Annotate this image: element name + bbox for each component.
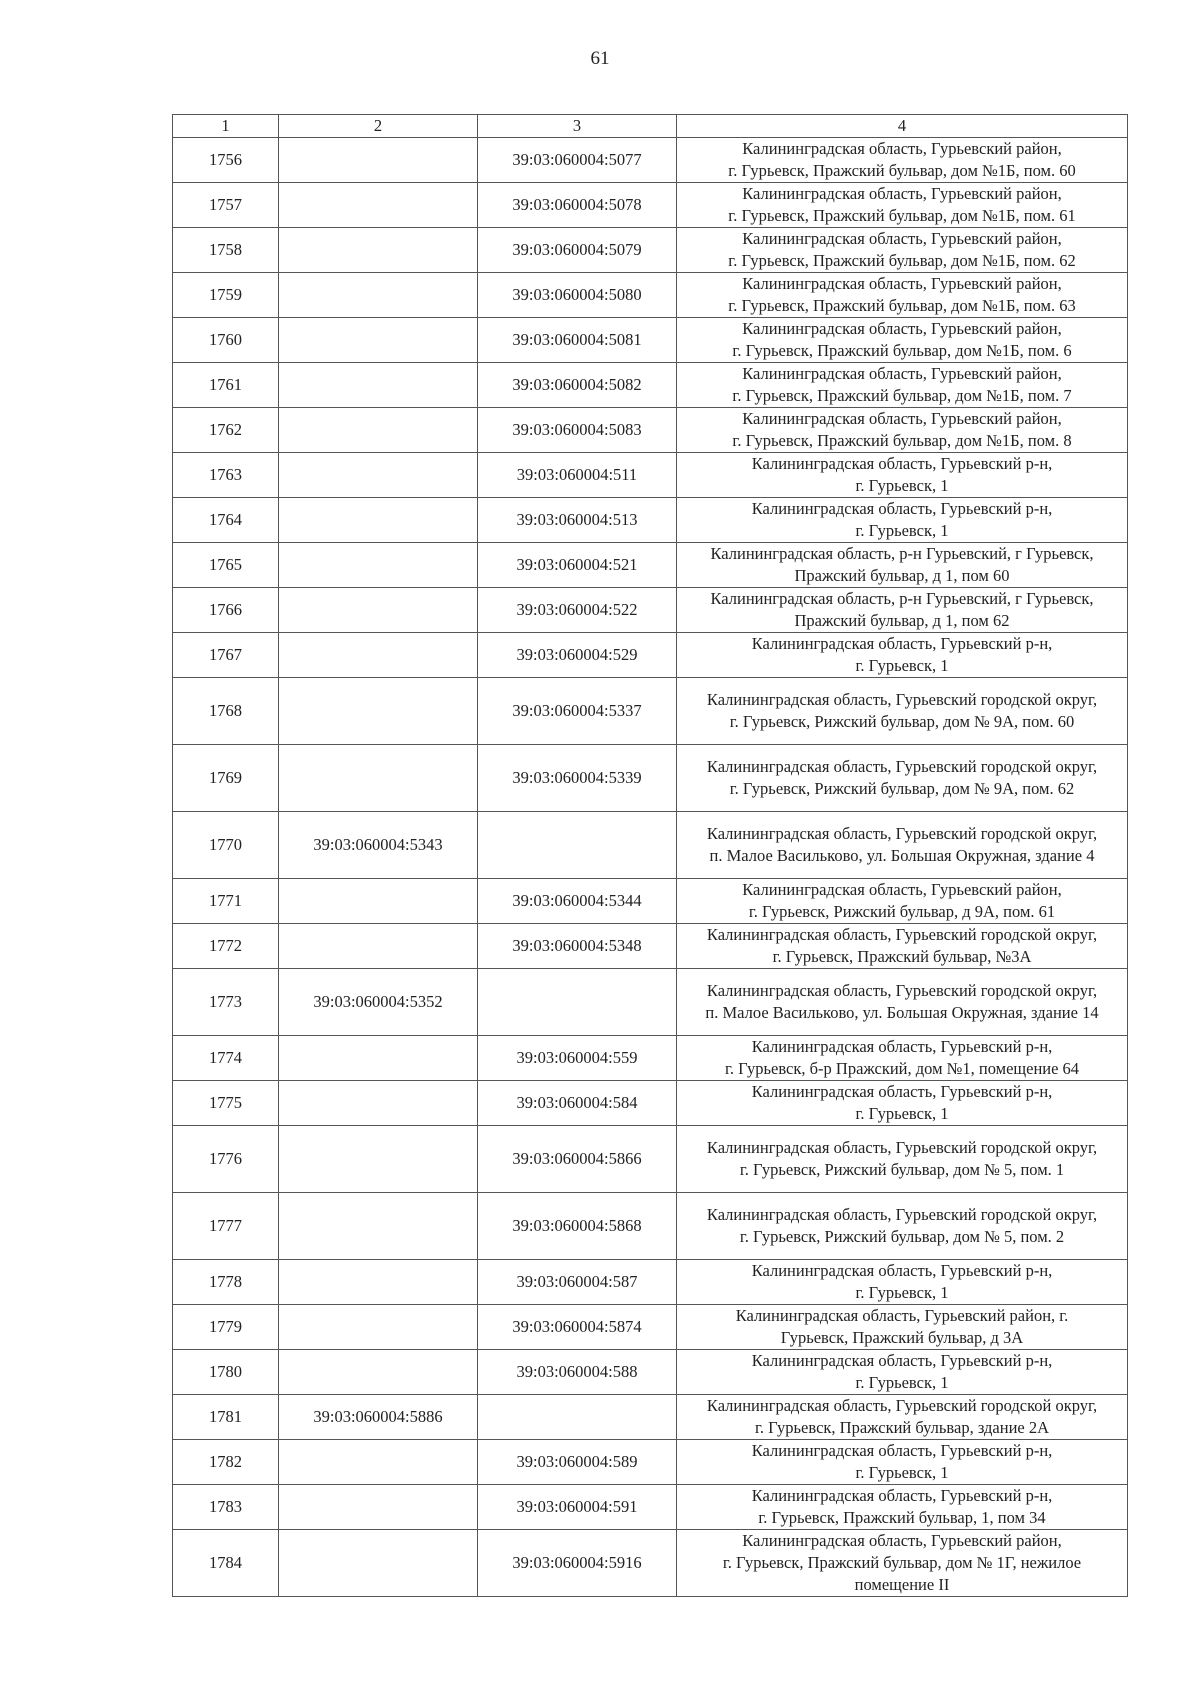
cadastral-number-col3: 39:03:060004:522 [478,588,677,633]
row-number: 1775 [173,1081,279,1126]
row-number: 1768 [173,678,279,745]
row-number: 1783 [173,1485,279,1530]
cadastral-number-col3: 39:03:060004:5868 [478,1193,677,1260]
table-body [173,138,1128,1597]
address-cell [677,745,1128,812]
address-line-1: Калининградская область, Гурьевский р-н, [751,1082,1053,1101]
address-cell [677,812,1128,879]
cadastral-number-col3 [478,1395,677,1440]
address-cell [677,879,1128,924]
address-line-1: Калининградская область, р-н Гурьевский, г Гурьевск, [710,544,1094,563]
row-number: 1762 [173,408,279,453]
address-cell [677,183,1128,228]
address-line-2: г. Гурьевск, Пражский бульвар, дом №1Б, пом. 63 [728,296,1076,315]
row-number: 1760 [173,318,279,363]
address-cell [677,1485,1128,1530]
row-number: 1767 [173,633,279,678]
table-row [173,1440,1128,1485]
address-line-2: г. Гурьевск, Рижский бульвар, д 9А, пом. 61 [748,902,1056,921]
row-number: 1766 [173,588,279,633]
address-line-2: Пражский бульвар, д 1, пом 60 [794,566,1010,585]
address-line-1: Калининградская область, Гурьевский район, [742,364,1062,383]
address-line-2: г. Гурьевск, Пражский бульвар, дом №1Б, пом. 8 [732,431,1072,450]
address-line-2: г. Гурьевск, Рижский бульвар, дом № 9А, пом. 60 [729,712,1075,731]
table-row [173,1485,1128,1530]
address-cell [677,273,1128,318]
cadastral-number-col2 [279,879,478,924]
table-row [173,138,1128,183]
table-row [173,183,1128,228]
table-row [173,1350,1128,1395]
address-line-1: Калининградская область, Гурьевский городской округ, [706,981,1098,1000]
address-line-2: г. Гурьевск, 1 [855,656,949,675]
address-line-1: Калининградская область, Гурьевский район, г. [735,1306,1069,1325]
row-number: 1774 [173,1036,279,1081]
address-line-1: Калининградская область, Гурьевский городской округ, [706,925,1098,944]
cadastral-number-col3: 39:03:060004:5083 [478,408,677,453]
address-line-1: Калининградская область, Гурьевский р-н, [751,634,1053,653]
row-number: 1781 [173,1395,279,1440]
address-cell [677,588,1128,633]
address-line-2: г. Гурьевск, Пражский бульвар, дом №1Б, пом. 7 [732,386,1072,405]
cadastral-number-col2 [279,1126,478,1193]
cadastral-number-col3: 39:03:060004:5874 [478,1305,677,1350]
address-line-2: п. Малое Васильково, ул. Большая Окружная, здание 4 [709,846,1095,865]
address-line-2: г. Гурьевск, Рижский бульвар, дом № 9А, пом. 62 [729,779,1075,798]
address-cell [677,1193,1128,1260]
cadastral-number-col2 [279,1193,478,1260]
cadastral-number-col2 [279,588,478,633]
table-row [173,812,1128,879]
cadastral-number-col2 [279,453,478,498]
address-line-2: Гурьевск, Пражский бульвар, д 3А [780,1328,1024,1347]
header-row [173,115,1128,138]
cadastral-number-col3: 39:03:060004:588 [478,1350,677,1395]
address-line-1: Калининградская область, Гурьевский городской округ, [706,1396,1098,1415]
address-cell [677,228,1128,273]
cadastral-number-col2 [279,183,478,228]
header-col-4: 4 [677,115,1128,138]
table-row [173,1530,1128,1597]
address-line-2: г. Гурьевск, Пражский бульвар, дом №1Б, пом. 60 [728,161,1076,180]
address-line-2: г. Гурьевск, 1 [855,1104,949,1123]
address-line-2: г. Гурьевск, Пражский бульвар, дом №1Б, пом. 6 [732,341,1072,360]
cadastral-number-col2 [279,138,478,183]
address-cell [677,1305,1128,1350]
address-cell [677,318,1128,363]
cadastral-number-col3: 39:03:060004:5866 [478,1126,677,1193]
address-cell [677,1081,1128,1126]
cadastral-number-col2 [279,543,478,588]
table-row [173,498,1128,543]
address-line-1: Калининградская область, Гурьевский р-н, [751,499,1053,518]
cadastral-number-col2: 39:03:060004:5343 [279,812,478,879]
address-line-1: Калининградская область, Гурьевский р-н, [751,1037,1053,1056]
address-line-1: Калининградская область, Гурьевский район, [742,1531,1062,1550]
table-row [173,453,1128,498]
row-number: 1757 [173,183,279,228]
cadastral-number-col2 [279,318,478,363]
address-line-2: г. Гурьевск, 1 [855,1373,949,1392]
cadastral-number-col2 [279,498,478,543]
table-row [173,1260,1128,1305]
address-line-1: Калининградская область, Гурьевский район, [742,319,1062,338]
address-line-1: Калининградская область, Гурьевский район, [742,139,1062,158]
header-col-1: 1 [173,115,279,138]
cadastral-number-col2 [279,1350,478,1395]
table-row [173,318,1128,363]
address-line-1: Калининградская область, Гурьевский городской округ, [706,824,1098,843]
row-number: 1776 [173,1126,279,1193]
cadastral-number-col3: 39:03:060004:511 [478,453,677,498]
address-cell [677,1530,1128,1597]
row-number: 1771 [173,879,279,924]
cadastral-number-col3: 39:03:060004:5077 [478,138,677,183]
address-line-2: г. Гурьевск, 1 [855,521,949,540]
address-cell [677,453,1128,498]
row-number: 1769 [173,745,279,812]
cadastral-number-col3: 39:03:060004:584 [478,1081,677,1126]
address-cell [677,633,1128,678]
cadastral-number-col3: 39:03:060004:5082 [478,363,677,408]
cadastral-number-col3: 39:03:060004:5344 [478,879,677,924]
cadastral-number-col2 [279,1036,478,1081]
table-header [173,115,1128,138]
cadastral-number-col3: 39:03:060004:529 [478,633,677,678]
address-line-1: Калининградская область, р-н Гурьевский, г Гурьевск, [710,589,1094,608]
address-cell [677,1350,1128,1395]
address-line-2: г. Гурьевск, Пражский бульвар, дом №1Б, пом. 62 [728,251,1076,270]
cadastral-number-col2 [279,273,478,318]
cadastral-number-col3: 39:03:060004:5078 [478,183,677,228]
address-line-2: г. Гурьевск, Пражский бульвар, дом № 1Г, нежилое [722,1553,1082,1572]
cadastral-number-col2 [279,633,478,678]
table-row [173,588,1128,633]
address-line-1: Калининградская область, Гурьевский городской округ, [706,1205,1098,1224]
address-cell [677,924,1128,969]
page-number: 61 [590,48,610,69]
cadastral-number-col3: 39:03:060004:5339 [478,745,677,812]
address-cell [677,1260,1128,1305]
address-line-1: Калининградская область, Гурьевский р-н, [751,1486,1053,1505]
address-line-1: Калининградская область, Гурьевский район, [742,274,1062,293]
cadastral-number-col2 [279,1485,478,1530]
cadastral-number-col2 [279,745,478,812]
table-row [173,1305,1128,1350]
cadastral-number-col2 [279,228,478,273]
table-row [173,1081,1128,1126]
address-line-1: Калининградская область, Гурьевский городской округ, [706,690,1098,709]
address-line-2: г. Гурьевск, Пражский бульвар, №3А [772,947,1032,966]
address-cell [677,498,1128,543]
table-row [173,1126,1128,1193]
address-line-1: Калининградская область, Гурьевский район, [742,409,1062,428]
cadastral-number-col2 [279,1305,478,1350]
cadastral-number-col2 [279,1530,478,1597]
address-line-2: п. Малое Васильково, ул. Большая Окружная, здание 14 [705,1003,1099,1022]
address-line-1: Калининградская область, Гурьевский городской округ, [706,1138,1098,1157]
cadastral-number-col2: 39:03:060004:5352 [279,969,478,1036]
cadastral-number-col3: 39:03:060004:5348 [478,924,677,969]
row-number: 1763 [173,453,279,498]
address-line-1: Калининградская область, Гурьевский р-н, [751,1441,1053,1460]
address-cell [677,1036,1128,1081]
row-number: 1772 [173,924,279,969]
row-number: 1770 [173,812,279,879]
cadastral-number-col2: 39:03:060004:5886 [279,1395,478,1440]
address-cell [677,1395,1128,1440]
address-line-1: Калининградская область, Гурьевский район, [742,229,1062,248]
row-number: 1773 [173,969,279,1036]
cadastral-number-col2 [279,1440,478,1485]
table-row [173,408,1128,453]
address-line-2: г. Гурьевск, Пражский бульвар, дом №1Б, пом. 61 [728,206,1076,225]
address-line-2: г. Гурьевск, Пражский бульвар, 1, пом 34 [758,1508,1046,1527]
header-col-2: 2 [279,115,478,138]
address-cell [677,408,1128,453]
row-number: 1761 [173,363,279,408]
row-number: 1758 [173,228,279,273]
address-line-2: г. Гурьевск, 1 [855,1463,949,1482]
table-row [173,1193,1128,1260]
address-line-3: помещение II [854,1575,950,1594]
address-cell [677,1126,1128,1193]
cadastral-number-col2 [279,924,478,969]
table-row [173,543,1128,588]
row-number: 1784 [173,1530,279,1597]
address-cell [677,969,1128,1036]
address-line-2: г. Гурьевск, 1 [855,476,949,495]
table-row [173,273,1128,318]
row-number: 1765 [173,543,279,588]
address-line-2: г. Гурьевск, Рижский бульвар, дом № 5, пом. 1 [739,1160,1065,1179]
cadastral-number-col3: 39:03:060004:5337 [478,678,677,745]
address-cell [677,678,1128,745]
address-line-1: Калининградская область, Гурьевский район, [742,880,1062,899]
cadastral-number-col3: 39:03:060004:559 [478,1036,677,1081]
address-line-2: г. Гурьевск, Пражский бульвар, здание 2А [754,1418,1050,1437]
row-number: 1778 [173,1260,279,1305]
address-line-2: Пражский бульвар, д 1, пом 62 [794,611,1010,630]
cadastral-number-col3: 39:03:060004:521 [478,543,677,588]
cadastral-number-col2 [279,408,478,453]
row-number: 1779 [173,1305,279,1350]
address-line-2: г. Гурьевск, б-р Пражский, дом №1, помещение 64 [724,1059,1080,1078]
address-line-1: Калининградская область, Гурьевский городской округ, [706,757,1098,776]
address-line-2: г. Гурьевск, 1 [855,1283,949,1302]
cadastral-number-col3: 39:03:060004:5916 [478,1530,677,1597]
table-row [173,228,1128,273]
cadastral-number-col3: 39:03:060004:5081 [478,318,677,363]
cadastral-number-col3: 39:03:060004:513 [478,498,677,543]
cadastral-number-col3 [478,812,677,879]
table-row [173,633,1128,678]
table-row [173,745,1128,812]
cadastral-number-col2 [279,1081,478,1126]
cadastral-number-col3: 39:03:060004:591 [478,1485,677,1530]
address-cell [677,1440,1128,1485]
row-number: 1777 [173,1193,279,1260]
row-number: 1764 [173,498,279,543]
header-col-3: 3 [478,115,677,138]
cadastral-number-col3 [478,969,677,1036]
cadastral-number-col3: 39:03:060004:587 [478,1260,677,1305]
table-row [173,1036,1128,1081]
cadastral-number-col2 [279,363,478,408]
row-number: 1756 [173,138,279,183]
table-row [173,969,1128,1036]
address-line-1: Калининградская область, Гурьевский р-н, [751,454,1053,473]
cadastral-number-col2 [279,1260,478,1305]
cadastral-number-col3: 39:03:060004:589 [478,1440,677,1485]
address-line-1: Калининградская область, Гурьевский район, [742,184,1062,203]
table-row [173,924,1128,969]
row-number: 1782 [173,1440,279,1485]
address-line-2: г. Гурьевск, Рижский бульвар, дом № 5, пом. 2 [739,1227,1065,1246]
cadastral-number-col2 [279,678,478,745]
address-cell [677,363,1128,408]
table-row [173,678,1128,745]
registry-table [172,114,1128,1597]
table-row [173,363,1128,408]
address-cell [677,138,1128,183]
row-number: 1780 [173,1350,279,1395]
address-line-1: Калининградская область, Гурьевский р-н, [751,1261,1053,1280]
address-line-1: Калининградская область, Гурьевский р-н, [751,1351,1053,1370]
row-number: 1759 [173,273,279,318]
cadastral-number-col3: 39:03:060004:5080 [478,273,677,318]
table-row [173,1395,1128,1440]
table-row [173,879,1128,924]
cadastral-number-col3: 39:03:060004:5079 [478,228,677,273]
address-cell [677,543,1128,588]
